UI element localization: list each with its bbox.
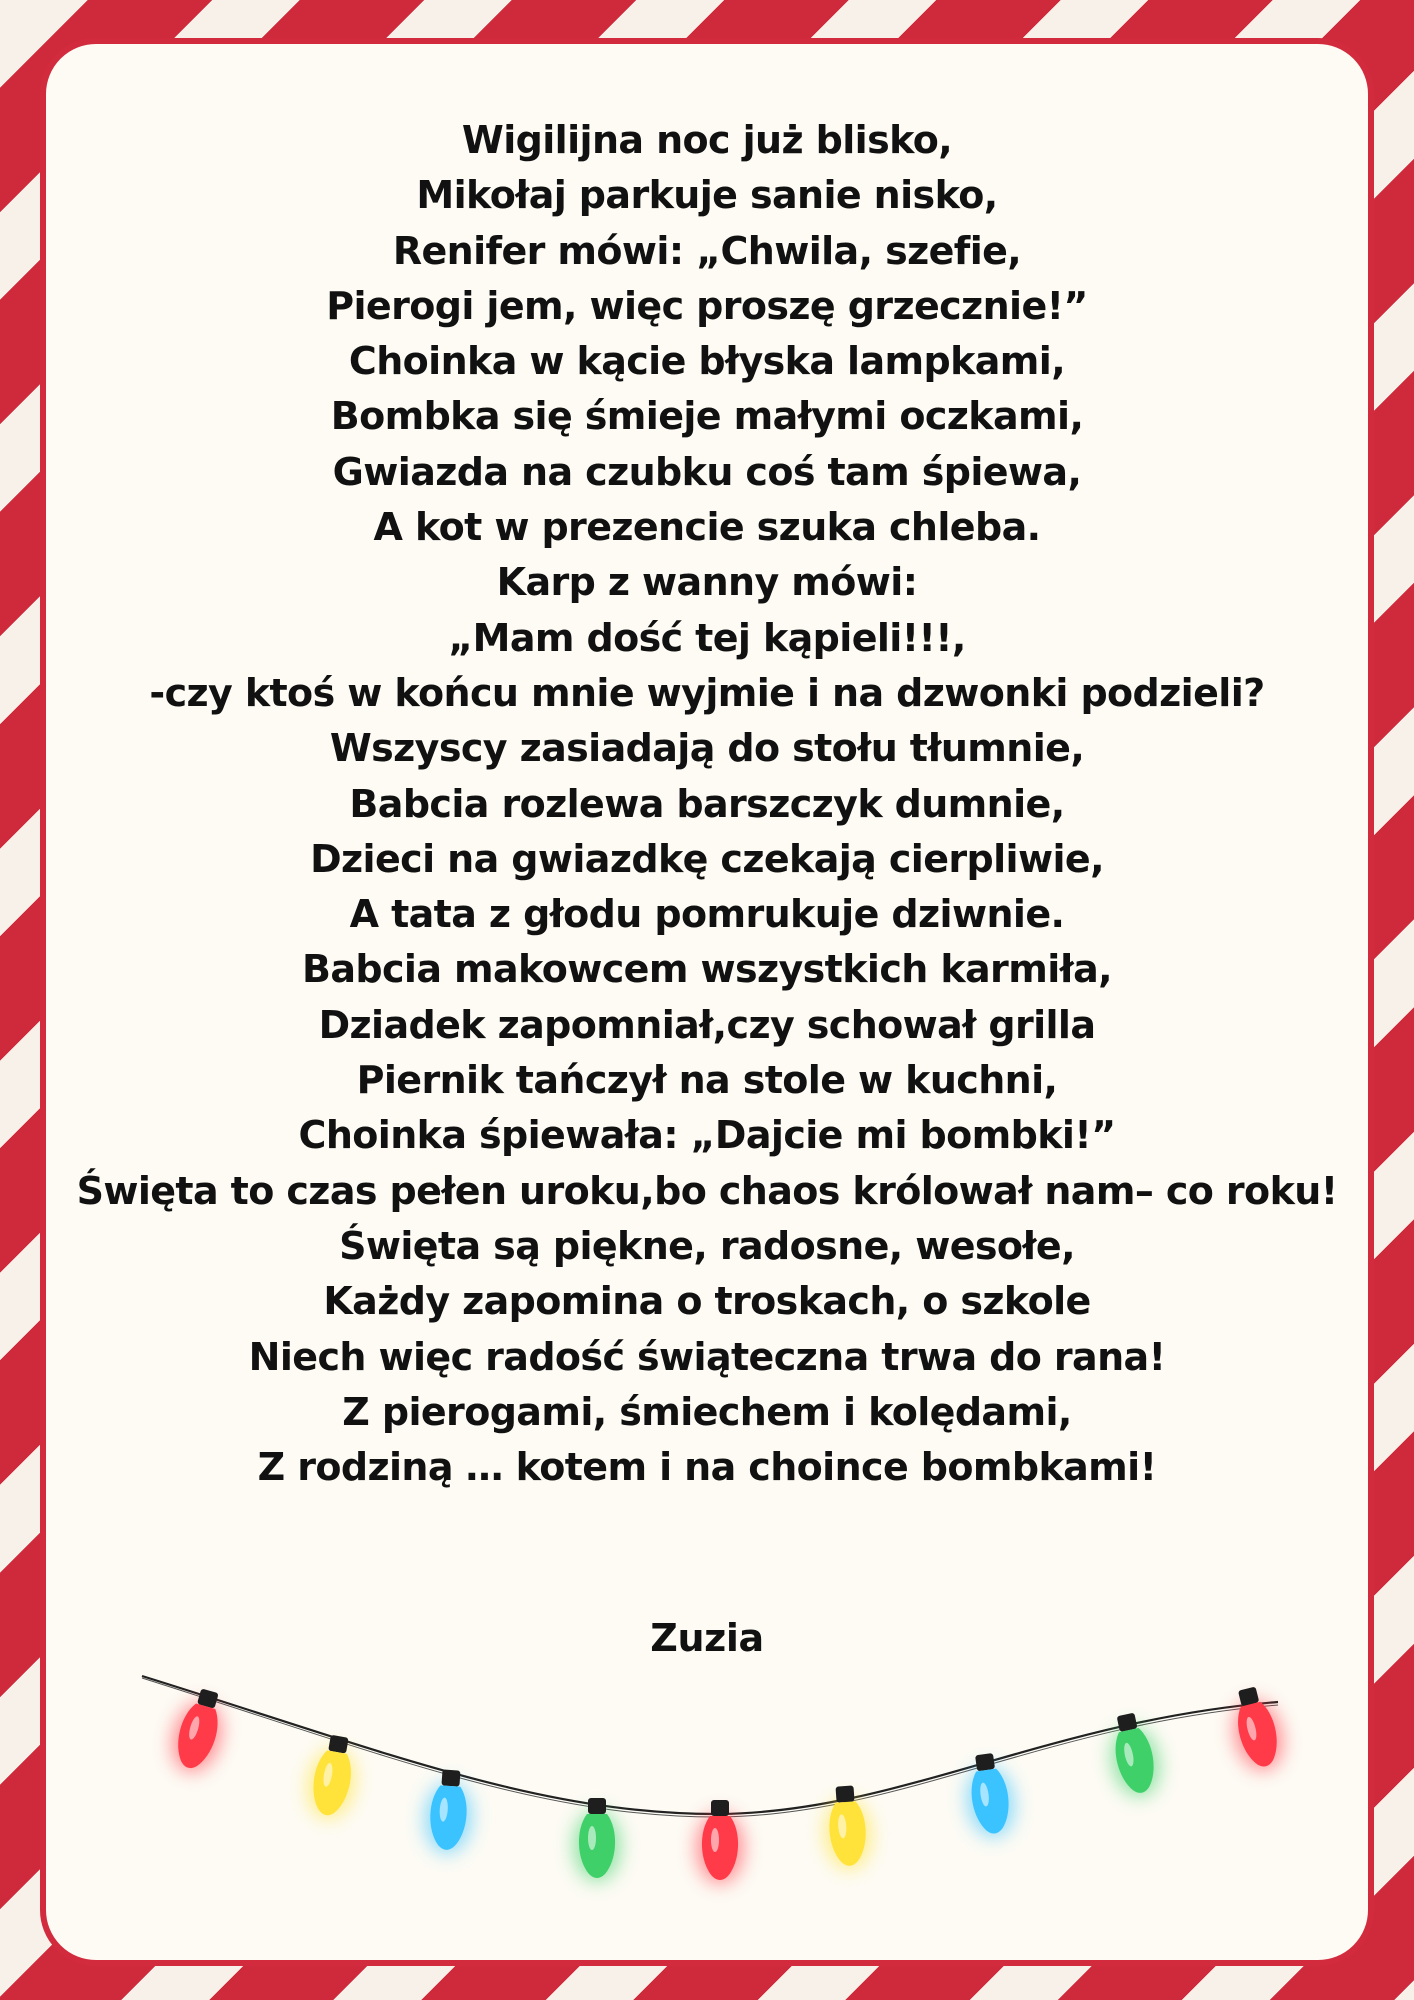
poem-line: A kot w prezencie szuka chleba. — [373, 505, 1041, 550]
poem-line: Bombka się śmieje małymi oczkami, — [330, 394, 1084, 439]
poem-line: Gwiazda na czubku coś tam śpiewa, — [332, 449, 1082, 494]
poem-line: Święta to czas pełen uroku,bo chaos królował nam– co roku! — [76, 1168, 1338, 1213]
poem-line: Wszyscy zasiadają do stołu tłumnie, — [329, 726, 1085, 771]
poem-line: Choinka śpiewała: „Dajcie mi bombki!” — [298, 1113, 1116, 1158]
red-bulb-icon — [1223, 1683, 1290, 1776]
poem-line: Dzieci na gwiazdkę czekają cierpliwie, — [310, 836, 1104, 881]
poem-line: Dziadek zapomniał,czy schował grilla — [318, 1002, 1096, 1047]
poem-line: A tata z głodu pomrukuje dziwnie. — [349, 892, 1065, 937]
poem-line: Z rodziną … kotem i na choince bombkami! — [257, 1445, 1157, 1490]
author-signature: Zuzia — [650, 1616, 764, 1660]
poem-line: Mikołaj parkuje sanie nisko, — [416, 173, 998, 218]
poem-line: Babcia rozlewa barszczyk dumnie, — [349, 781, 1065, 826]
poem-line: Renifer mówi: „Chwila, szefie, — [392, 228, 1022, 273]
poem-line: „Mam dość tej kąpieli!!!, — [448, 615, 966, 660]
poem-line: -czy ktoś w końcu mnie wyjmie i na dzwonki podzieli? — [149, 670, 1265, 715]
blue-bulb-icon — [422, 1768, 476, 1855]
green-bulb-icon — [1102, 1709, 1166, 1801]
poem-line: Każdy zapomina o troskach, o szkole — [323, 1279, 1091, 1324]
blue-bulb-icon — [960, 1751, 1019, 1841]
green-bulb-icon — [573, 1798, 621, 1882]
poem-line: Pierogi jem, więc proszę grzecznie!” — [326, 283, 1088, 328]
poem-line: Babcia makowcem wszystkich karmiła, — [301, 947, 1112, 992]
red-bulb-icon — [164, 1684, 233, 1778]
poem-line: Choinka w kącie błyska lampkami, — [348, 339, 1066, 384]
poem-line: Piernik tańczył na stole w kuchni, — [356, 1058, 1058, 1103]
poem-line: Święta są piękne, radosne, wesołe, — [339, 1223, 1075, 1268]
poem-line: Wigilijna noc już blisko, — [461, 118, 953, 162]
poem-line: Karp z wanny mówi: — [496, 560, 918, 605]
poem-line: Niech więc radość świąteczna trwa do rana! — [248, 1334, 1166, 1379]
poem-line: Z pierogami, śmiechem i kolędami, — [342, 1389, 1072, 1434]
yellow-bulb-icon — [302, 1732, 364, 1823]
